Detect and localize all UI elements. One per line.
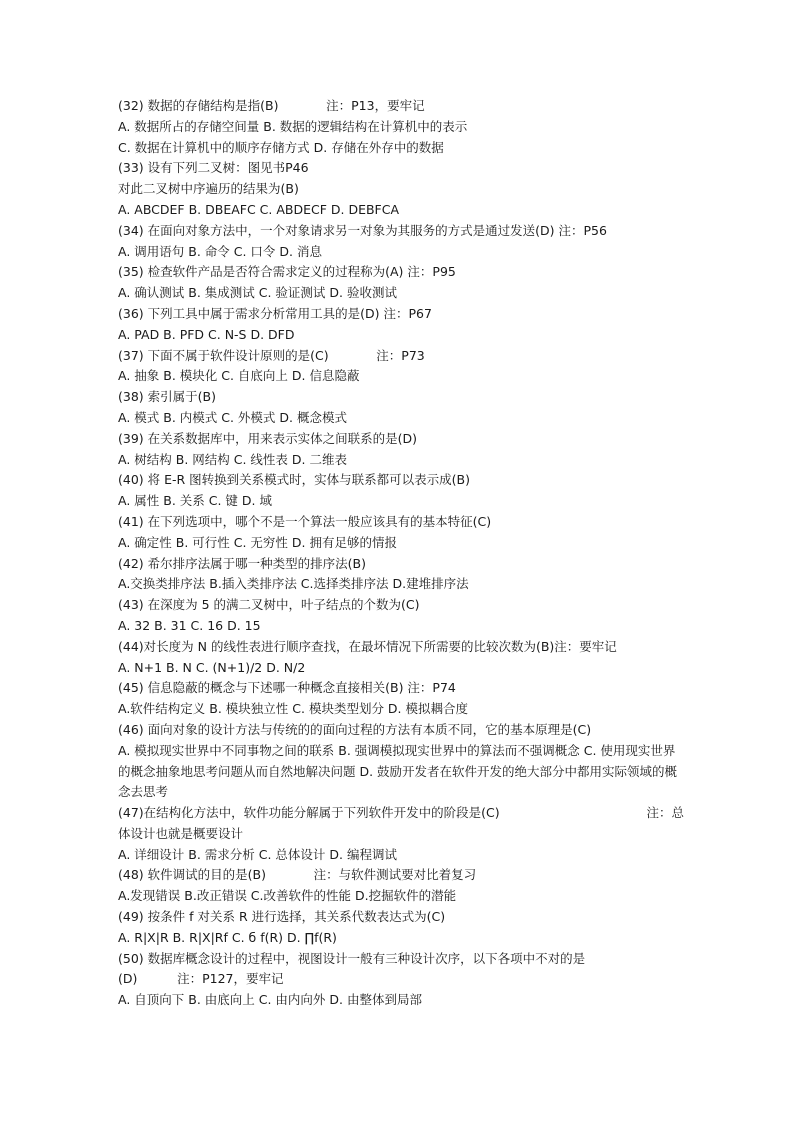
text-line: (40) 将 E-R 图转换到关系模式时，实体与联系都可以表示成(B) — [118, 472, 471, 488]
text-line: A. 自顶向下 B. 由底向上 C. 由内向外 D. 由整体到局部 — [118, 992, 422, 1008]
text-line: A.软件结构定义 B. 模块独立性 C. 模块类型划分 D. 模拟耦合度 — [118, 701, 468, 717]
question-47-note: 注：总 — [646, 805, 684, 821]
text-line: (38) 索引属于(B) — [118, 389, 216, 405]
text-line: (48) 软件调试的目的是(B) 注：与软件测试要对比着复习 — [118, 867, 477, 883]
text-line: C. 数据在计算机中的顺序存储方式 D. 存储在外存中的数据 — [118, 139, 444, 155]
text-line: (34) 在面向对象方法中，一个对象请求另一对象为其服务的方式是通过发送(D) 注：P56 — [118, 222, 607, 238]
text-line: (49) 按条件 f 对关系 R 进行选择，其关系代数表达式为(C) — [118, 909, 446, 925]
text-line: A. 调用语句 B. 命令 C. 口令 D. 消息 — [118, 243, 322, 259]
text-line: (39) 在关系数据库中，用来表示实体之间联系的是(D) — [118, 430, 418, 446]
text-line: (41) 在下列选项中，哪个不是一个算法一般应该具有的基本特征(C) — [118, 513, 492, 529]
text-line: (46) 面向对象的设计方法与传统的的面向过程的方法有本质不同，它的基本原理是(C) — [118, 721, 592, 737]
text-line: A. 确认测试 B. 集成测试 C. 验证测试 D. 验收测试 — [118, 285, 397, 301]
text-line: A. 确定性 B. 可行性 C. 无穷性 D. 拥有足够的情报 — [118, 534, 397, 550]
text-line: (43) 在深度为 5 的满二叉树中，叶子结点的个数为(C) — [118, 597, 420, 613]
text-line: A. 抽象 B. 模块化 C. 自底向上 D. 信息隐蔽 — [118, 368, 360, 384]
text-line: (42) 希尔排序法属于哪一种类型的排序法(B) — [118, 555, 366, 571]
text-line: (33) 设有下列二叉树：图见书P46 — [118, 160, 309, 176]
text-line: (36) 下列工具中属于需求分析常用工具的是(D) 注：P67 — [118, 305, 432, 321]
text-line: A. 属性 B. 关系 C. 键 D. 域 — [118, 493, 272, 509]
text-line: A.发现错误 B.改正错误 C.改善软件的性能 D.挖掘软件的潜能 — [118, 888, 457, 904]
question-47-text: (47)在结构化方法中，软件功能分解属于下列软件开发中的阶段是(C) — [118, 805, 500, 821]
text-line: A. ABCDEF B. DBEAFC C. ABDECF D. DEBFCA — [118, 201, 400, 217]
text-line: A. PAD B. PFD C. N-S D. DFD — [118, 326, 295, 342]
text-line: A. 详细设计 B. 需求分析 C. 总体设计 D. 编程调试 — [118, 846, 397, 862]
text-line: (32) 数据的存储结构是指(B) 注：P13，要牢记 — [118, 98, 425, 113]
question-47-line — [118, 803, 684, 824]
text-line: A. 树结构 B. 网结构 C. 线性表 D. 二维表 — [118, 451, 347, 467]
text-line: (37) 下面不属于软件设计原则的是(C) 注：P73 — [118, 347, 425, 363]
text-line: 体设计也就是概要设计 — [118, 825, 244, 841]
text-line: (44)对长度为 N 的线性表进行顺序查找，在最坏情况下所需要的比较次数为(B)注：要牢记 — [118, 638, 617, 654]
text-line: (50) 数据库概念设计的过程中，视图设计一般有三种设计次序，以下各项中不对的是 — [118, 950, 586, 966]
text-line: (35) 检查软件产品是否符合需求定义的过程称为(A) 注：P95 — [118, 264, 456, 280]
question-46-options: A. 模拟现实世界中不同事物之间的联系 B. 强调模拟现实世界中的算法而不强调概念 C. 使用现实世界的概念抽象地思考问题从而自然地解决问题 D. 鼓励开发者在软件开发的绝大部分中都用实际领域的概念去思考 — [118, 742, 678, 800]
question-text-block — [118, 96, 684, 1011]
text-line: (45) 信息隐蔽的概念与下述哪一种概念直接相关(B) 注：P74 — [118, 680, 456, 696]
text-line: (D) 注：P127，要牢记 — [118, 971, 284, 987]
text-line: A. R|X|R B. R|X|Rf C. б f(R) D. ∏f(R) — [118, 929, 337, 945]
text-line: A. 模式 B. 内模式 C. 外模式 D. 概念模式 — [118, 409, 347, 425]
text-line: 对此二叉树中序遍历的结果为(B) — [118, 181, 299, 197]
text-line: A. 数据所占的存储空间量 B. 数据的逻辑结构在计算机中的表示 — [118, 118, 468, 134]
text-line: A. N+1 B. N C. (N+1)/2 D. N/2 — [118, 659, 306, 675]
text-line: A. 32 B. 31 C. 16 D. 15 — [118, 617, 261, 633]
text-line: A.交换类排序法 B.插入类排序法 C.选择类排序法 D.建堆排序法 — [118, 576, 469, 592]
